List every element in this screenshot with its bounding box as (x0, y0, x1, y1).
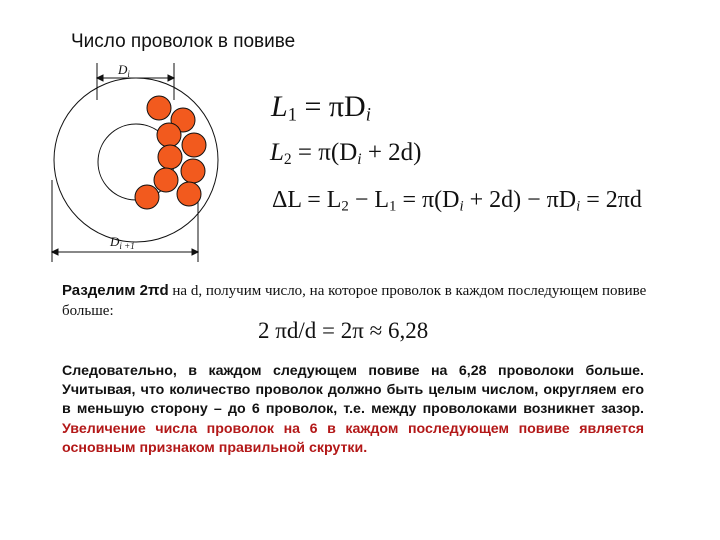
wire (182, 133, 206, 157)
wire (154, 168, 178, 192)
wire (177, 182, 201, 206)
paragraph-conclusion: Следовательно, в каждом следующем повиве на 6,28 проволоки больше. Учитывая, что количество проволок должно быть целым числом, округляем его в меньшую сторону – до 6 проволок, т.е. между проволоками возникнет зазор. Увеличение числа проволок на 6 в каждом последующем повиве является основным признаком правильной скрутки. (62, 363, 644, 456)
diameter-label-bottom: $D_{i +1}$ (110, 234, 135, 251)
formula-l2: $L_2 = \pi(D_i + 2d)$ (270, 139, 422, 168)
formula-delta-l: $\Delta L = L_2 - L_1 = \pi(D_i + 2d) - \pi D_i = 2\pi d$ (272, 187, 642, 215)
wires (135, 96, 206, 209)
formula-l1: $L_1 = \pi D_i$ (271, 90, 371, 126)
wire (158, 145, 182, 169)
paragraph-divide: Разделим 2πd на d, получим число, на которое проволок в каждом последующем повиве больше: (62, 282, 647, 319)
slide-title: Число проволок в повиве (71, 31, 296, 52)
wire (181, 159, 205, 183)
wire (157, 123, 181, 147)
diameter-label-top: $D_i$ (118, 62, 130, 79)
wire (147, 96, 171, 120)
dimension-line-top (97, 63, 174, 100)
formula-ratio: 2 πd/d = 2π ≈ 6,28 (258, 318, 429, 343)
wire (135, 185, 159, 209)
